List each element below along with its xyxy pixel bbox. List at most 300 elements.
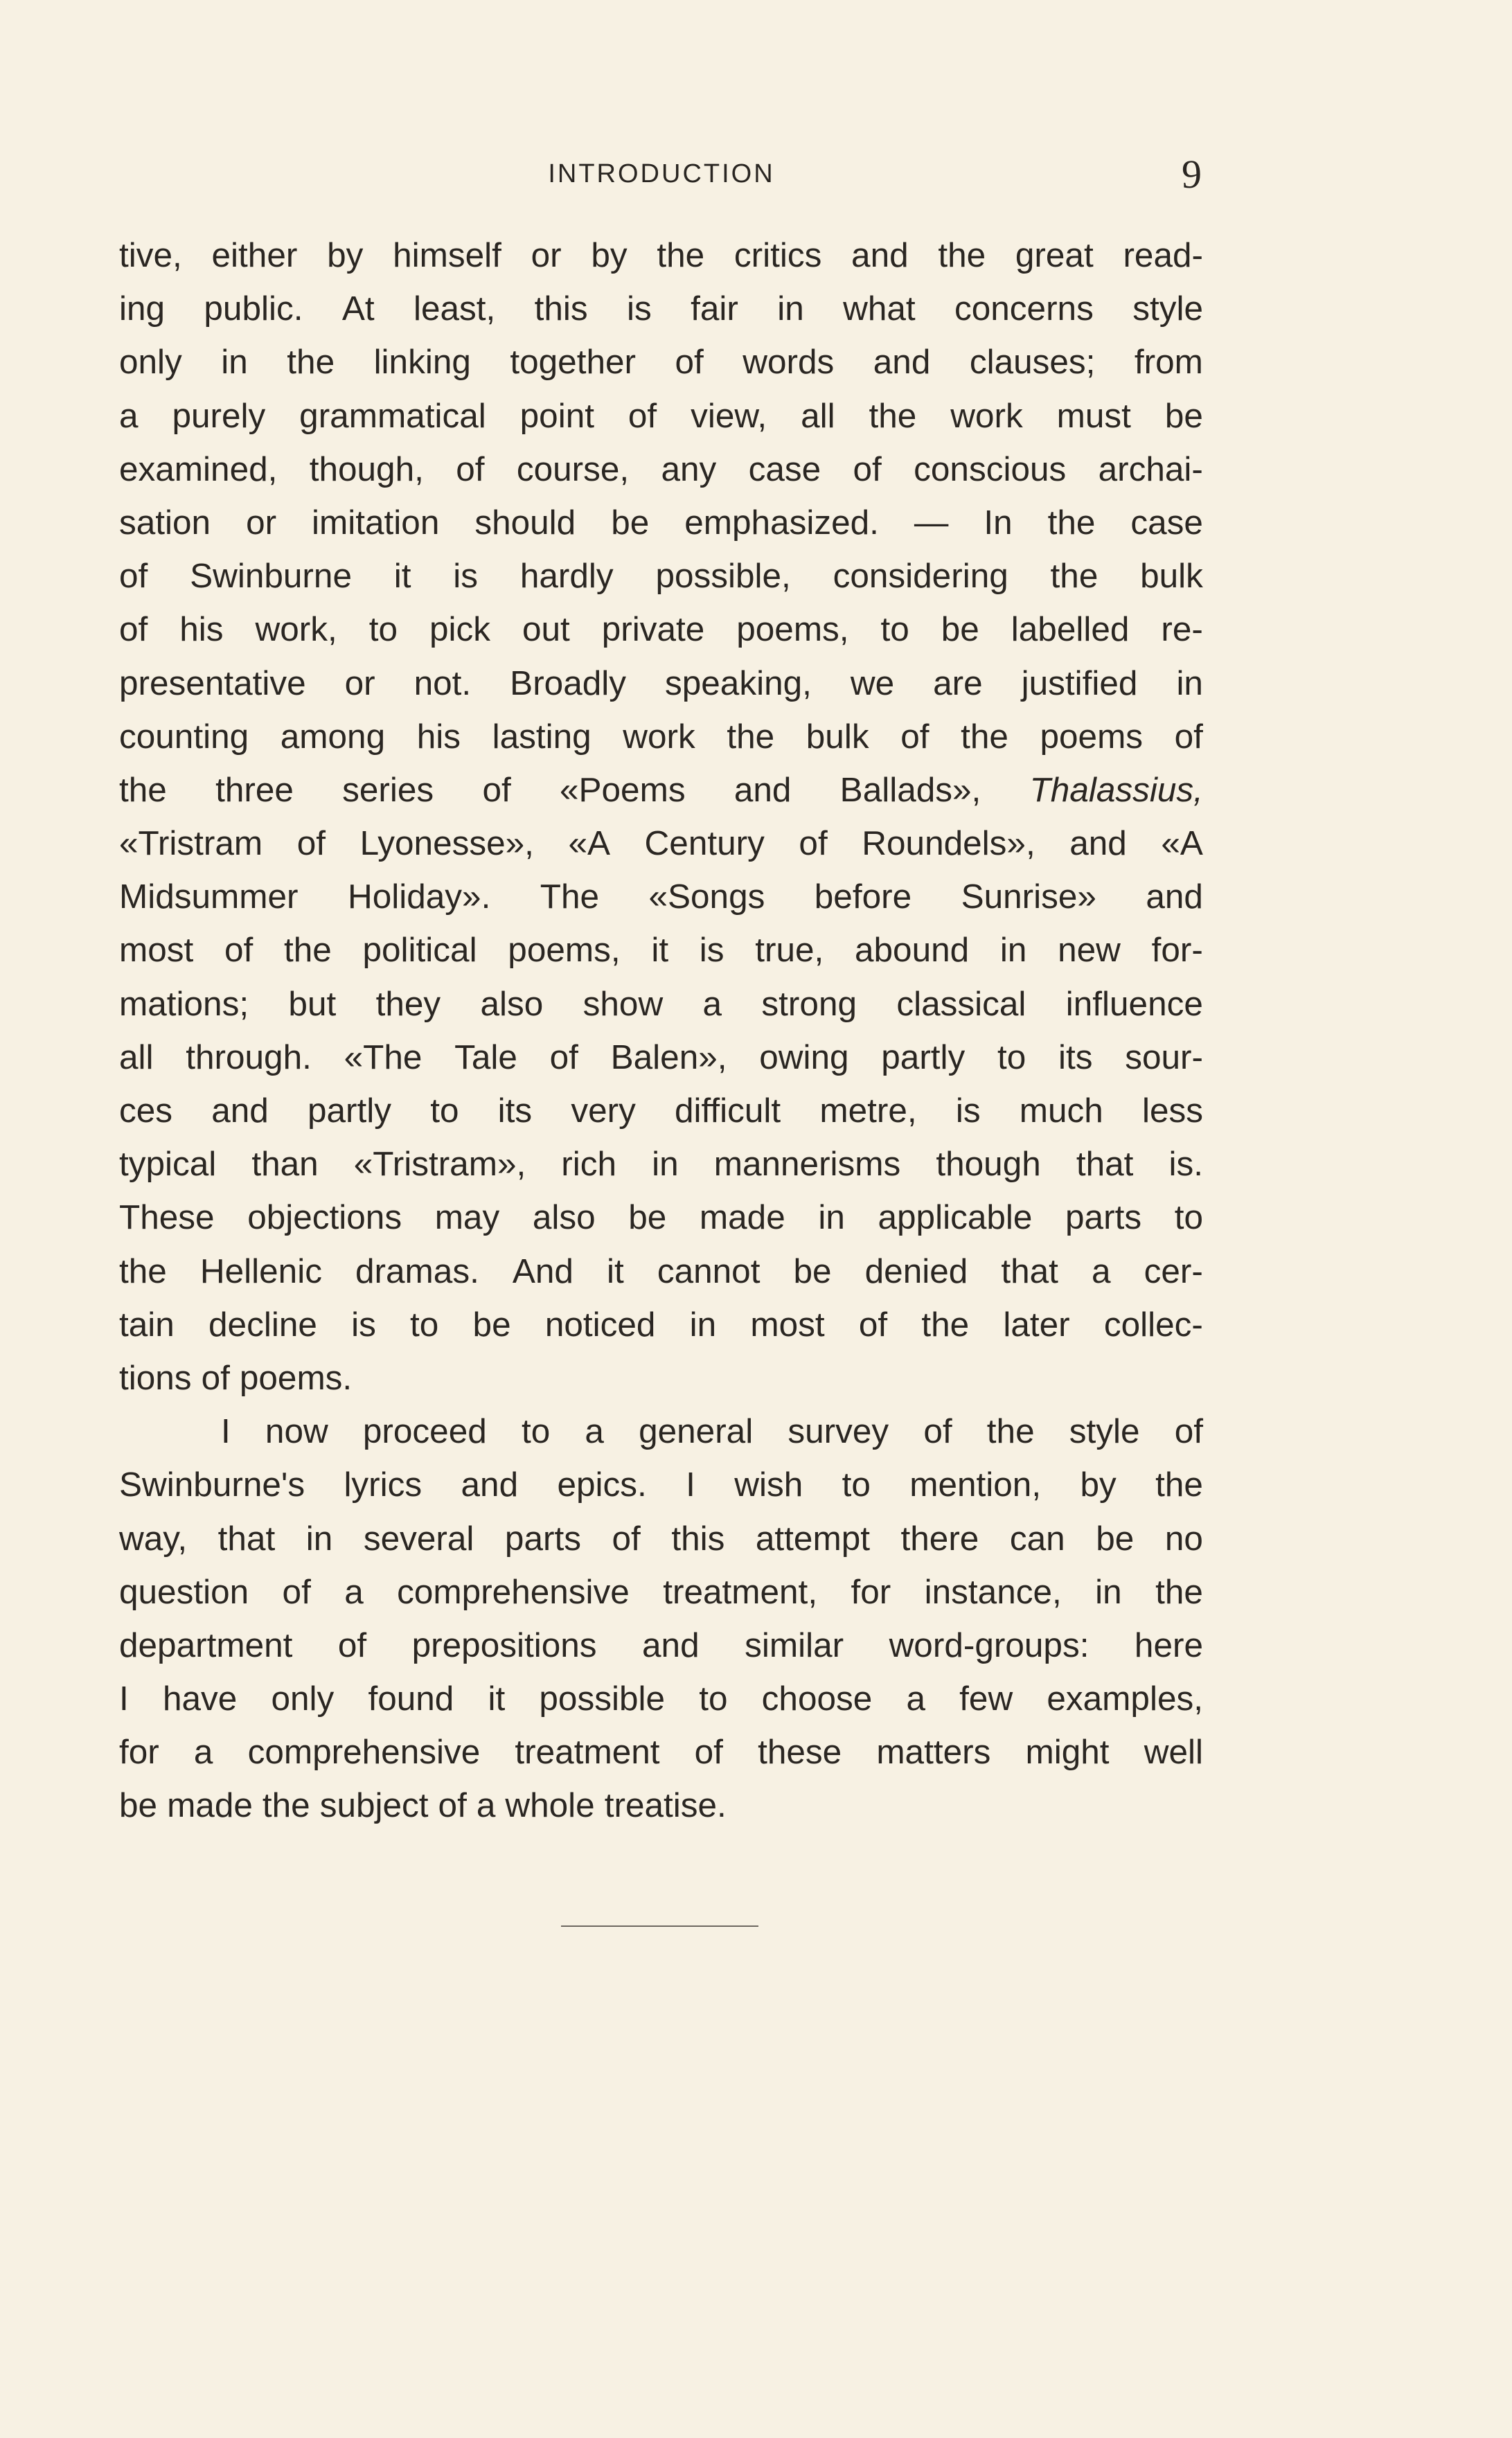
word: of: [482, 770, 511, 809]
text-line: [119, 1298, 1203, 1351]
running-head: [121, 154, 1202, 202]
word: should: [474, 503, 576, 542]
text-line: [119, 923, 1203, 977]
word: is: [453, 557, 479, 596]
word: few: [959, 1680, 1013, 1718]
word: new: [1058, 931, 1121, 970]
running-title: INTRODUCTION: [548, 159, 775, 188]
word: be: [472, 1305, 511, 1344]
word: cannot: [657, 1252, 761, 1290]
word: though,: [309, 450, 424, 488]
word: less: [1141, 1092, 1203, 1130]
word: influence: [1065, 984, 1203, 1023]
word: case: [748, 450, 821, 488]
word: fair: [691, 290, 738, 328]
word: what: [843, 290, 916, 328]
word: Tale: [454, 1038, 517, 1076]
word: grammatical: [299, 396, 486, 435]
word: least,: [413, 290, 496, 328]
word: treatise.: [604, 1786, 727, 1825]
word: a: [906, 1680, 925, 1718]
word: and: [1069, 824, 1127, 863]
word: tive,: [119, 236, 182, 274]
text-line: [119, 443, 1203, 496]
word: than: [251, 1145, 319, 1184]
text-line: [119, 1512, 1203, 1565]
word: his: [179, 610, 224, 649]
word: be: [628, 1198, 667, 1237]
word: matters: [876, 1733, 991, 1772]
word: labelled: [1011, 610, 1130, 649]
word: ing: [119, 290, 166, 328]
word: the: [869, 396, 917, 435]
word: it: [607, 1252, 624, 1290]
text-line: [119, 1619, 1203, 1672]
word: it: [651, 931, 669, 970]
word: concerns: [954, 290, 1094, 328]
word: a: [344, 1572, 364, 1611]
word: re-: [1161, 610, 1203, 649]
word: in: [689, 1305, 717, 1344]
word: to: [430, 1092, 459, 1130]
word: Thalassius,: [1029, 770, 1203, 809]
word: from: [1134, 343, 1203, 382]
word: the: [119, 770, 167, 809]
word: a: [702, 984, 722, 1023]
word: of: [628, 396, 657, 435]
word: of: [900, 717, 930, 756]
word: owing: [759, 1038, 849, 1076]
word: through.: [186, 1038, 312, 1076]
word: noticed: [544, 1305, 656, 1344]
word: comprehensive: [247, 1733, 481, 1772]
word: attempt: [755, 1519, 870, 1558]
word: The: [540, 878, 600, 916]
word: And: [512, 1252, 573, 1290]
word: of: [224, 931, 254, 970]
word: of: [612, 1519, 641, 1558]
word: series: [342, 770, 434, 809]
word: These: [119, 1198, 215, 1237]
word: case: [1130, 503, 1203, 542]
word: treatment: [515, 1733, 660, 1772]
word: or: [531, 236, 562, 274]
word: abound: [855, 931, 970, 970]
word: cer-: [1144, 1252, 1203, 1290]
word: style: [1132, 290, 1203, 328]
word: the: [1050, 557, 1099, 596]
word: difficult: [675, 1092, 781, 1130]
word: Lyonesse»,: [359, 824, 534, 863]
word: instance,: [924, 1572, 1062, 1611]
word: possible,: [655, 557, 791, 596]
word: three: [215, 770, 294, 809]
word: a: [193, 1733, 213, 1772]
word: or: [344, 664, 375, 702]
word: Swinburne's: [119, 1466, 305, 1504]
word: mention,: [909, 1466, 1042, 1504]
word: of: [337, 1626, 367, 1664]
word: in: [1176, 664, 1203, 702]
word: speaking,: [664, 664, 812, 702]
paragraph: [119, 229, 1203, 1405]
word: —: [914, 503, 949, 542]
word: also: [480, 984, 544, 1023]
text-line: [119, 710, 1203, 763]
word: poems,: [736, 610, 849, 649]
word: can: [1009, 1519, 1065, 1558]
word: in: [777, 290, 804, 328]
word: epics.: [557, 1466, 647, 1504]
word: among: [280, 717, 386, 756]
word: examples,: [1047, 1680, 1203, 1718]
word: of: [119, 557, 148, 596]
text-line: [119, 603, 1203, 656]
word: to: [880, 610, 909, 649]
word: is: [351, 1305, 376, 1344]
word: collec-: [1103, 1305, 1203, 1344]
text-line: [119, 1245, 1203, 1298]
word: any: [661, 450, 717, 488]
word: pick: [429, 610, 490, 649]
section-end-rule: [561, 1925, 758, 1927]
word: In: [984, 503, 1013, 542]
word: mations;: [119, 984, 249, 1023]
word: bulk: [1140, 557, 1203, 596]
word: subject: [319, 1786, 429, 1825]
word: question: [119, 1572, 249, 1611]
word: to: [368, 610, 398, 649]
word: true,: [755, 931, 824, 970]
text-line: [119, 1405, 1203, 1458]
text-line: [119, 229, 1203, 282]
word: to: [410, 1305, 439, 1344]
word: «Songs: [648, 878, 765, 916]
word: and: [642, 1626, 700, 1664]
word: his: [416, 717, 461, 756]
word: critics: [733, 236, 822, 274]
word: purely: [172, 396, 266, 435]
word: that: [1076, 1145, 1134, 1184]
word: all: [119, 1038, 154, 1076]
word: word-groups:: [889, 1626, 1089, 1664]
word: there: [900, 1519, 979, 1558]
text-line: [119, 1672, 1203, 1725]
body-text: [119, 229, 1203, 1833]
text-line: [119, 1779, 1203, 1832]
word: and: [211, 1092, 269, 1130]
word: all: [801, 396, 835, 435]
word: in: [818, 1198, 845, 1237]
text-line: [119, 1191, 1203, 1244]
word: made: [699, 1198, 785, 1237]
word: «A: [568, 824, 610, 863]
word: and: [1146, 878, 1203, 916]
word: lyrics: [344, 1466, 423, 1504]
word: to: [699, 1680, 728, 1718]
paragraph: [119, 1405, 1203, 1833]
word: Hellenic: [199, 1252, 322, 1290]
text-line: [119, 1458, 1203, 1511]
text-line: [119, 977, 1203, 1031]
word: be: [1164, 396, 1203, 435]
word: in: [305, 1519, 333, 1558]
word: and: [873, 343, 931, 382]
word: to: [1174, 1198, 1203, 1237]
word: read-: [1123, 236, 1203, 274]
word: I: [221, 1412, 231, 1451]
word: imitation: [312, 503, 440, 542]
word: well: [1144, 1733, 1203, 1772]
word: of: [282, 1572, 311, 1611]
word: tions: [119, 1358, 192, 1397]
word: very: [571, 1092, 636, 1130]
word: and: [851, 236, 909, 274]
word: of: [201, 1358, 230, 1397]
word: strong: [761, 984, 857, 1023]
word: metre,: [819, 1092, 917, 1130]
word: denied: [864, 1252, 968, 1290]
word: Century: [644, 824, 765, 863]
word: linking: [373, 343, 471, 382]
word: of: [799, 824, 828, 863]
word: course,: [516, 450, 630, 488]
word: to: [521, 1412, 551, 1451]
word: prepositions: [411, 1626, 597, 1664]
word: are: [933, 664, 983, 702]
word: the: [657, 236, 705, 274]
word: work,: [255, 610, 337, 649]
word: wish: [734, 1466, 803, 1504]
word: department: [119, 1626, 293, 1664]
word: for: [119, 1733, 159, 1772]
word: of: [119, 610, 148, 649]
text-line: [119, 549, 1203, 603]
word: comprehensive: [397, 1572, 630, 1611]
word: lasting: [492, 717, 592, 756]
word: most: [750, 1305, 825, 1344]
word: applicable: [878, 1198, 1033, 1237]
page-number: 9: [1182, 152, 1202, 197]
word: himself: [393, 236, 501, 274]
text-line: [119, 1031, 1203, 1084]
word: may: [434, 1198, 500, 1237]
word: but: [288, 984, 337, 1023]
word: also: [532, 1198, 596, 1237]
word: be: [119, 1786, 158, 1825]
word: show: [582, 984, 664, 1023]
word: work: [950, 396, 1023, 435]
text-line: [119, 282, 1203, 335]
word: Holiday».: [347, 878, 491, 916]
word: bulk: [806, 717, 869, 756]
word: I: [686, 1466, 695, 1504]
word: a: [476, 1786, 496, 1825]
word: the: [119, 1252, 167, 1290]
word: view,: [691, 396, 767, 435]
word: treatment,: [663, 1572, 818, 1611]
word: here: [1134, 1626, 1203, 1664]
word: these: [758, 1733, 842, 1772]
word: together: [510, 343, 637, 382]
word: great: [1015, 236, 1094, 274]
word: possible: [539, 1680, 666, 1718]
word: Balen»,: [610, 1038, 727, 1076]
word: it: [393, 557, 411, 596]
word: found: [368, 1680, 454, 1718]
word: its: [497, 1092, 533, 1130]
word: choose: [761, 1680, 873, 1718]
word: general: [639, 1412, 754, 1451]
word: poems.: [239, 1358, 353, 1397]
word: only: [119, 343, 182, 382]
word: partly: [881, 1038, 966, 1076]
word: only: [271, 1680, 335, 1718]
word: made: [167, 1786, 253, 1825]
word: in: [1095, 1572, 1122, 1611]
word: be: [941, 610, 979, 649]
word: of: [853, 450, 882, 488]
word: At: [341, 290, 375, 328]
word: Sunrise»: [961, 878, 1096, 916]
word: they: [375, 984, 441, 1023]
word: to: [997, 1038, 1026, 1076]
word: the: [938, 236, 986, 274]
word: the: [961, 717, 1008, 756]
word: Ballads»,: [839, 770, 981, 809]
word: out: [522, 610, 570, 649]
word: survey: [788, 1412, 889, 1451]
word: of: [438, 1786, 467, 1825]
word: in: [999, 931, 1027, 970]
word: decline: [208, 1305, 317, 1344]
word: justified: [1021, 664, 1138, 702]
word: by: [1080, 1466, 1117, 1504]
word: conscious: [914, 450, 1067, 488]
word: point: [519, 396, 594, 435]
word: the: [287, 343, 335, 382]
text-line: [119, 1565, 1203, 1619]
word: of: [694, 1733, 723, 1772]
word: I: [119, 1680, 129, 1718]
word: of: [549, 1038, 578, 1076]
word: that: [217, 1519, 276, 1558]
word: is: [955, 1092, 981, 1130]
text-line: [119, 335, 1203, 389]
word: of: [923, 1412, 952, 1451]
word: the: [283, 931, 332, 970]
word: way,: [119, 1519, 188, 1558]
word: parts: [1065, 1198, 1142, 1237]
word: hardly: [519, 557, 614, 596]
word: partly: [307, 1092, 392, 1130]
word: either: [211, 236, 298, 274]
word: considering: [833, 557, 1008, 596]
text-line: [119, 1084, 1203, 1137]
word: this: [671, 1519, 725, 1558]
word: is.: [1168, 1145, 1203, 1184]
word: Roundels»,: [862, 824, 1035, 863]
word: be: [611, 503, 650, 542]
text-line: [119, 763, 1203, 817]
word: ces: [119, 1092, 173, 1130]
word: in: [652, 1145, 679, 1184]
word: political: [362, 931, 477, 970]
word: Midsummer: [119, 878, 299, 916]
word: is: [627, 290, 652, 328]
word: before: [814, 878, 912, 916]
word: of: [858, 1305, 888, 1344]
word: of: [1174, 1412, 1203, 1451]
word: poems,: [508, 931, 621, 970]
word: to: [842, 1466, 871, 1504]
word: «Poems: [559, 770, 686, 809]
word: for: [851, 1572, 891, 1611]
word: «Tristram: [119, 824, 263, 863]
word: sation: [119, 503, 211, 542]
word: later: [1003, 1305, 1070, 1344]
word: whole: [505, 1786, 595, 1825]
text-line: [119, 1351, 1203, 1405]
word: several: [363, 1519, 474, 1558]
word: tain: [119, 1305, 175, 1344]
word: its: [1058, 1038, 1093, 1076]
word: by: [591, 236, 628, 274]
word: words: [742, 343, 835, 382]
word: «Tristram»,: [353, 1145, 526, 1184]
word: rich: [561, 1145, 617, 1184]
word: archai-: [1098, 450, 1203, 488]
word: parts: [504, 1519, 581, 1558]
word: objections: [247, 1198, 402, 1237]
word: of: [1174, 717, 1203, 756]
word: Swinburne: [190, 557, 352, 596]
word: is: [699, 931, 724, 970]
word: a: [1092, 1252, 1111, 1290]
text-line: [119, 657, 1203, 710]
word: examined,: [119, 450, 278, 488]
text-line: [119, 870, 1203, 923]
word: proceed: [362, 1412, 487, 1451]
text-line: [119, 1725, 1203, 1779]
text-line: [119, 389, 1203, 443]
word: that: [1001, 1252, 1058, 1290]
word: of: [675, 343, 704, 382]
word: style: [1069, 1412, 1140, 1451]
word: work: [623, 717, 695, 756]
word: sour-: [1125, 1038, 1203, 1076]
word: presentative: [119, 664, 306, 702]
word: the: [986, 1412, 1035, 1451]
word: most: [119, 931, 194, 970]
word: poems: [1040, 717, 1144, 756]
word: must: [1056, 396, 1131, 435]
text-line: [119, 1137, 1203, 1191]
word: be: [793, 1252, 832, 1290]
word: not.: [413, 664, 472, 702]
word: have: [162, 1680, 238, 1718]
word: much: [1019, 1092, 1103, 1130]
word: clauses;: [969, 343, 1096, 382]
word: be: [1096, 1519, 1135, 1558]
word: private: [601, 610, 705, 649]
word: for-: [1151, 931, 1203, 970]
word: this: [534, 290, 588, 328]
word: mannerisms: [713, 1145, 901, 1184]
word: and: [461, 1466, 519, 1504]
word: the: [1047, 503, 1096, 542]
word: the: [1155, 1572, 1203, 1611]
